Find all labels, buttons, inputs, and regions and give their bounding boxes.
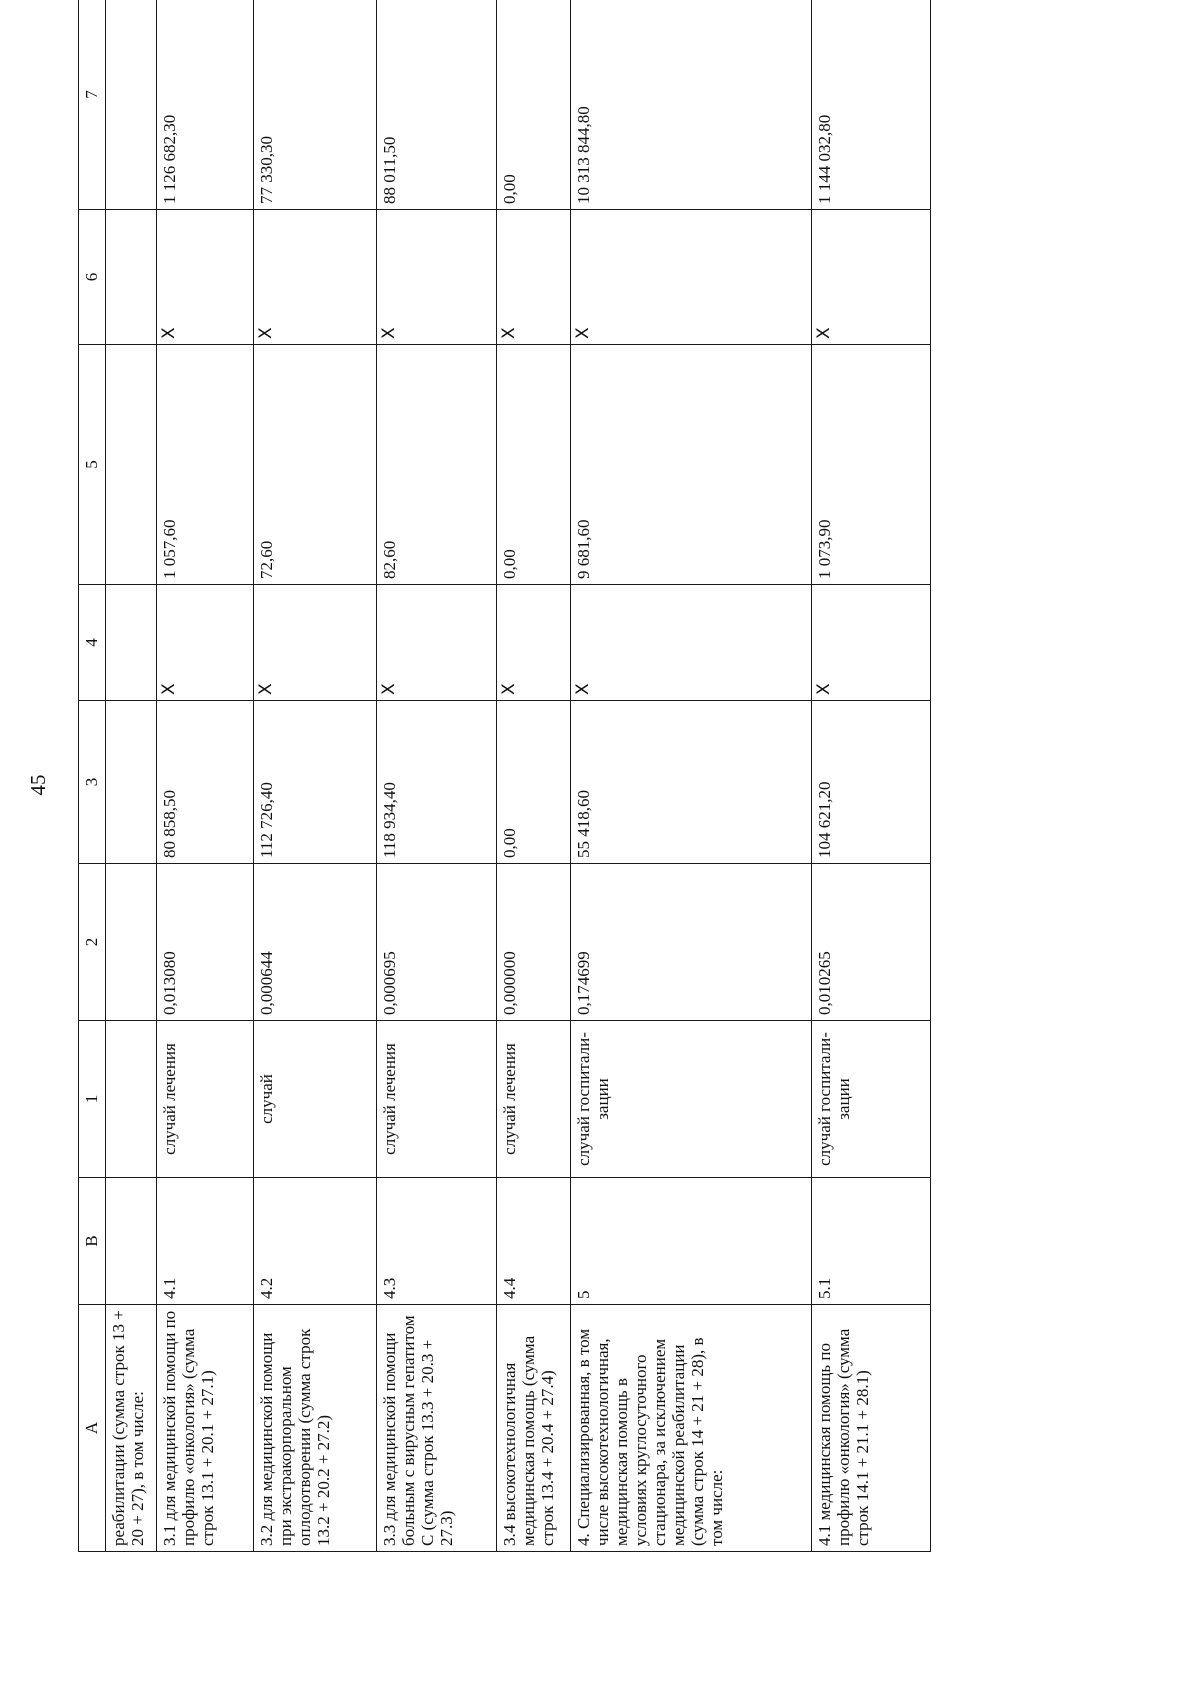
cell-c2: 0,010265 (812, 864, 931, 1021)
cell-c4: Х (157, 585, 254, 701)
cell-b: 4.3 (377, 1178, 497, 1305)
page-number: 45 (26, 774, 50, 796)
cell-c1: случай лечения (497, 1021, 571, 1178)
cell-c3: 118 934,40 (377, 701, 497, 864)
cell-c7: 1 126 682,30 (157, 0, 254, 210)
cell-c5: 82,60 (377, 345, 497, 585)
cell-c2: 0,174699 (571, 864, 812, 1021)
cell-c5: 0,00 (497, 345, 571, 585)
table-row (106, 0, 157, 1552)
cell-c4: Х (497, 585, 571, 701)
cell-a: 3.2 для медицинской помощи при экстракорпоральном оплодотворении (сумма строк 13.2 + 20.2 + 27.2) (254, 1305, 377, 1552)
cell-c1: случай госпитали-зации (571, 1021, 812, 1178)
table-row (812, 0, 931, 1552)
table-body (79, 0, 931, 1552)
cell-c6: Х (157, 210, 254, 345)
column-header-7: 6 (79, 210, 106, 345)
table-row (157, 0, 254, 1552)
column-header-4: 3 (79, 701, 106, 864)
cell-c5: 72,60 (254, 345, 377, 585)
cell-c7 (106, 0, 157, 210)
cell-c7: 0,00 (497, 0, 571, 210)
column-header-0: А (79, 1305, 106, 1552)
cell-a: 4. Специализированная, в том числе высокотехнологичная, медицинская помощь в условиях круглосуточного стационара, за исключением медицинской реабилитации (сумма строк 14 + 21 + 28), в том числе: (571, 1305, 812, 1552)
header-row (79, 0, 106, 1552)
cell-c1: случай (254, 1021, 377, 1178)
cell-c3 (106, 701, 157, 864)
column-header-1: В (79, 1178, 106, 1305)
cell-c2 (106, 864, 157, 1021)
cell-c1 (106, 1021, 157, 1178)
cell-a: 3.1 для медицинской помощи по профилю «онкология» (сумма строк 13.1 + 20.1 + 27.1) (157, 1305, 254, 1552)
cell-c4: Х (812, 585, 931, 701)
column-header-8: 7 (79, 0, 106, 210)
cell-c1: случай лечения (157, 1021, 254, 1178)
cell-c4: Х (254, 585, 377, 701)
cell-c5: 9 681,60 (571, 345, 812, 585)
cell-b: 5.1 (812, 1178, 931, 1305)
cell-b (106, 1178, 157, 1305)
table-row (497, 0, 571, 1552)
table-row (571, 0, 812, 1552)
cell-b: 4.1 (157, 1178, 254, 1305)
cell-c5: 1 073,90 (812, 345, 931, 585)
column-header-6: 5 (79, 345, 106, 585)
cell-c2: 0,013080 (157, 864, 254, 1021)
cell-a: реабилитации (сумма строк 13 + 20 + 27), в том числе: (106, 1305, 157, 1552)
cell-b: 5 (571, 1178, 812, 1305)
cell-c7: 1 144 032,80 (812, 0, 931, 210)
cell-c3: 112 726,40 (254, 701, 377, 864)
cell-a: 4.1 медицинская помощь по профилю «онкология» (сумма строк 14.1 + 21.1 + 28.1) (812, 1305, 931, 1552)
cell-c4 (106, 585, 157, 701)
column-header-3: 2 (79, 864, 106, 1021)
table-row (254, 0, 377, 1552)
cell-c3: 104 621,20 (812, 701, 931, 864)
cell-c6: Х (497, 210, 571, 345)
cell-c6: Х (377, 210, 497, 345)
cell-c5 (106, 345, 157, 585)
cell-c5: 1 057,60 (157, 345, 254, 585)
rotated-table-container (78, 67, 938, 1552)
cell-c7: 77 330,30 (254, 0, 377, 210)
cell-c4: Х (377, 585, 497, 701)
cell-a: 3.3 для медицинской помощи больным с вирусным гепатитом С (сумма строк 13.3 + 20.3 + 27.3) (377, 1305, 497, 1552)
cell-c7: 10 313 844,80 (571, 0, 812, 210)
cell-c3: 55 418,60 (571, 701, 812, 864)
cell-c3: 0,00 (497, 701, 571, 864)
cell-b: 4.4 (497, 1178, 571, 1305)
cell-c1: случай лечения (377, 1021, 497, 1178)
cell-c4: Х (571, 585, 812, 701)
column-header-2: 1 (79, 1021, 106, 1178)
cell-c6: Х (254, 210, 377, 345)
cell-c6: Х (571, 210, 812, 345)
cell-c2: 0,000644 (254, 864, 377, 1021)
cell-c3: 80 858,50 (157, 701, 254, 864)
cell-c6 (106, 210, 157, 345)
cell-a: 3.4 высокотехнологичная медицинская помощь (сумма строк 13.4 + 20.4 + 27.4) (497, 1305, 571, 1552)
table-row (377, 0, 497, 1552)
column-header-5: 4 (79, 585, 106, 701)
cell-c6: Х (812, 210, 931, 345)
cell-c7: 88 011,50 (377, 0, 497, 210)
cell-c2: 0,000695 (377, 864, 497, 1021)
cell-b: 4.2 (254, 1178, 377, 1305)
financing-table (78, 0, 931, 1552)
cell-c1: случай госпитали-зации (812, 1021, 931, 1178)
cell-c2: 0,000000 (497, 864, 571, 1021)
